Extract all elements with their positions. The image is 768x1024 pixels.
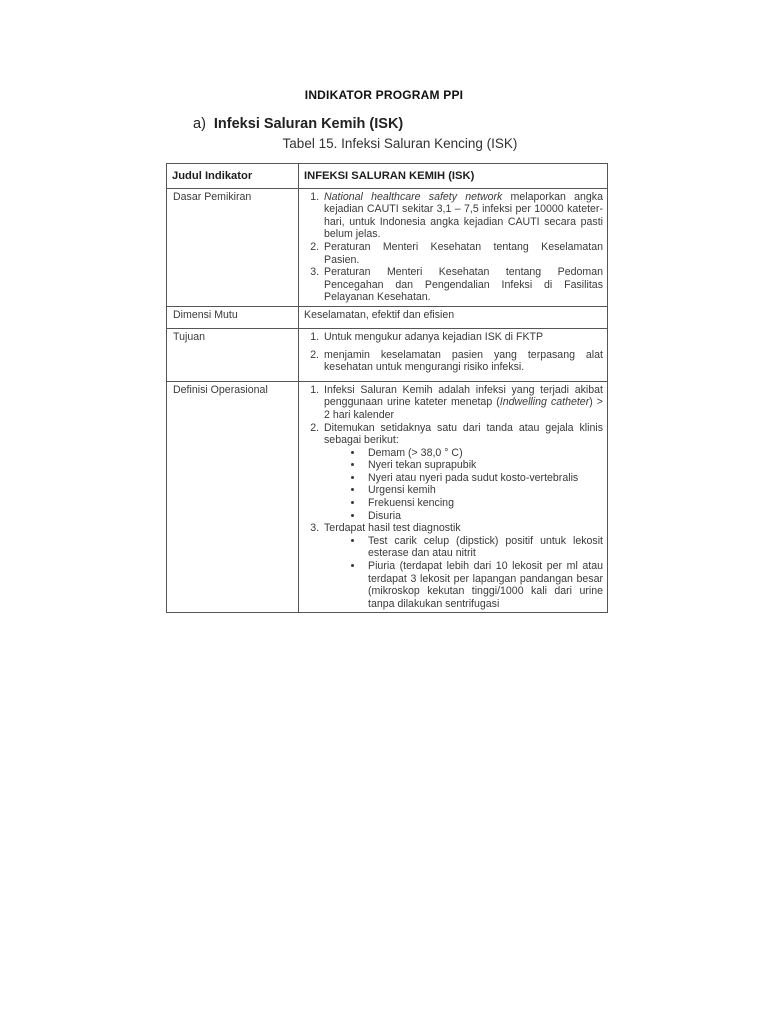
test-item: • Test carik celup (dipstick) positif untuk lekosit esterase dan atau nitrit [364, 535, 603, 560]
dasar-item: 3. Peraturan Menteri Kesehatan tentang Pedoman Pencegahan dan Pengendalian Infeksi di Fasilitas Pelayanan Kesehatan. [322, 266, 603, 304]
dasar-item1-italic: National healthcare safety network [324, 190, 503, 203]
row-definisi-operasional [167, 381, 608, 613]
dasar-list [304, 191, 603, 304]
section-name: Infeksi Saluran Kemih (ISK) [213, 116, 404, 132]
tujuan-value [299, 328, 608, 381]
gejala-list [324, 447, 603, 523]
dimensi-label: Dimensi Mutu [167, 306, 299, 328]
table-header-row [167, 164, 608, 189]
definisi-item1-italic: Indwelling catheter [499, 396, 590, 409]
indicator-table [166, 163, 608, 613]
table-caption: Tabel 15. Infeksi Saluran Kencing (ISK) [282, 136, 518, 151]
definisi-list [304, 384, 603, 611]
definisi-item3-text: Terdapat hasil test diagnostik [324, 522, 461, 535]
tujuan-item: 2. menjamin keselamatan pasien yang terpasang alat kesehatan untuk mengurangi risiko infeksi. [322, 349, 603, 374]
gejala-item: • Disuria [364, 510, 603, 523]
gejala-item: • Nyeri atau nyeri pada sudut kosto-vertebralis [364, 472, 603, 485]
test-item: • Piuria (terdapat lebih dari 10 lekosit per ml atau terdapat 3 lekosit per lapangan pandangan besar (mikroskop kekutan tinggi/1000 kali dari urine tanpa dilakukan sentrifugasi [364, 560, 603, 610]
definisi-item2-text: Ditemukan setidaknya satu dari tanda atau gejala klinis sebagai berikut: [324, 421, 603, 447]
tujuan-list [304, 331, 603, 374]
definisi-label: Definisi Operasional [167, 381, 299, 613]
dasar-item [322, 191, 603, 241]
header-label: Judul Indikator [167, 164, 299, 189]
section-heading [193, 116, 403, 132]
section-letter: a) [193, 116, 206, 132]
tujuan-label: Tujuan [167, 328, 299, 381]
row-dimensi-mutu [167, 306, 608, 328]
gejala-item: • Urgensi kemih [364, 484, 603, 497]
definisi-item [322, 384, 603, 422]
definisi-item [322, 422, 603, 523]
test-list [324, 535, 603, 611]
definisi-value [299, 381, 608, 613]
gejala-item: • Nyeri tekan suprapubik [364, 459, 603, 472]
gejala-item: • Demam (> 38,0 ° C) [364, 447, 603, 460]
row-dasar-pemikiran [167, 188, 608, 306]
row-tujuan [167, 328, 608, 381]
dasar-label: Dasar Pemikiran [167, 188, 299, 306]
definisi-item1-post: ) > 2 hari kalender [324, 396, 603, 421]
page-title: INDIKATOR PROGRAM PPI [304, 88, 464, 102]
dimensi-value: Keselamatan, efektif dan efisien [299, 306, 608, 328]
dasar-value [299, 188, 608, 306]
header-value: INFEKSI SALURAN KEMIH (ISK) [299, 164, 608, 189]
dasar-item1-rest: melaporkan angka kejadian CAUTI sekitar 3,1 – 7,5 infeksi per 10000 kateter- hari, untuk Indonesia angka kejadian CAUTI secara pasti belum jelas. [324, 190, 603, 241]
tujuan-item: 1. Untuk mengukur adanya kejadian ISK di FKTP [322, 331, 603, 344]
definisi-item1-text: Infeksi Saluran Kemih adalah infeksi yang terjadi akibat penggunaan urine kateter menetap ( [324, 383, 603, 409]
gejala-item: • Frekuensi kencing [364, 497, 603, 510]
dasar-item: 2. Peraturan Menteri Kesehatan tentang Keselamatan Pasien. [322, 241, 603, 266]
definisi-item [322, 522, 603, 610]
